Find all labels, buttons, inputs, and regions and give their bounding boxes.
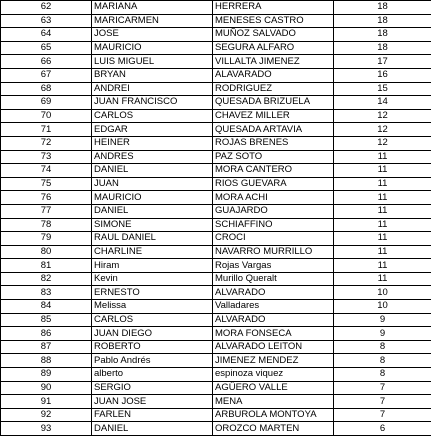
last-name-cell[interactable]: ALAVARADO bbox=[213, 68, 334, 82]
table-row bbox=[1, 368, 431, 382]
table-row bbox=[1, 218, 431, 232]
first-name-cell[interactable]: Melissa bbox=[92, 300, 213, 314]
table-row bbox=[1, 109, 431, 123]
row-number-cell[interactable]: 67 bbox=[1, 68, 92, 82]
row-number-cell[interactable]: 92 bbox=[1, 408, 92, 422]
score-cell[interactable]: 11 bbox=[334, 218, 431, 232]
first-name-cell[interactable]: JUAN bbox=[92, 177, 213, 191]
score-cell[interactable]: 9 bbox=[334, 327, 431, 341]
row-number-cell[interactable]: 89 bbox=[1, 368, 92, 382]
score-cell[interactable]: 16 bbox=[334, 68, 431, 82]
table-row bbox=[1, 286, 431, 300]
table-row bbox=[1, 68, 431, 82]
score-cell[interactable]: 18 bbox=[334, 41, 431, 55]
row-number-cell[interactable]: 68 bbox=[1, 82, 92, 96]
table-row bbox=[1, 14, 431, 28]
first-name-cell[interactable]: Hiram bbox=[92, 259, 213, 273]
last-name-cell[interactable]: OROZCO MARTEN bbox=[213, 422, 334, 436]
table-row bbox=[1, 28, 431, 42]
row-number-cell[interactable]: 63 bbox=[1, 14, 92, 28]
score-cell[interactable]: 15 bbox=[334, 82, 431, 96]
score-cell[interactable]: 14 bbox=[334, 96, 431, 110]
first-name-cell[interactable]: SIMONE bbox=[92, 218, 213, 232]
first-name-cell[interactable]: FARLEN bbox=[92, 408, 213, 422]
first-name-cell[interactable]: DANIEL bbox=[92, 164, 213, 178]
table-row bbox=[1, 82, 431, 96]
table-row bbox=[1, 204, 431, 218]
row-number-cell[interactable]: 81 bbox=[1, 259, 92, 273]
table-row bbox=[1, 136, 431, 150]
score-cell[interactable]: 11 bbox=[334, 245, 431, 259]
last-name-cell[interactable]: HERRERA bbox=[213, 1, 334, 15]
first-name-cell[interactable]: DANIEL bbox=[92, 204, 213, 218]
first-name-cell[interactable]: ROBERTO bbox=[92, 340, 213, 354]
last-name-cell[interactable]: espinoza viquez bbox=[213, 368, 334, 382]
row-number-cell[interactable]: 79 bbox=[1, 232, 92, 246]
first-name-cell[interactable]: ANDREI bbox=[92, 82, 213, 96]
last-name-cell[interactable]: SEGURA ALFARO bbox=[213, 41, 334, 55]
score-cell[interactable]: 12 bbox=[334, 109, 431, 123]
last-name-cell[interactable]: AGÜERO VALLE bbox=[213, 381, 334, 395]
first-name-cell[interactable]: ANDRES bbox=[92, 150, 213, 164]
row-number-cell[interactable]: 70 bbox=[1, 109, 92, 123]
last-name-cell[interactable]: ARBUROLA MONTOYA bbox=[213, 408, 334, 422]
last-name-cell[interactable]: MUÑOZ SALVADO bbox=[213, 28, 334, 42]
first-name-cell[interactable]: HEINER bbox=[92, 136, 213, 150]
row-number-cell[interactable]: 62 bbox=[1, 1, 92, 15]
table-row bbox=[1, 313, 431, 327]
table-row bbox=[1, 41, 431, 55]
last-name-cell[interactable]: QUESADA ARTAVIA bbox=[213, 123, 334, 137]
table-row bbox=[1, 150, 431, 164]
row-number-cell[interactable]: 65 bbox=[1, 41, 92, 55]
score-cell[interactable]: 11 bbox=[334, 204, 431, 218]
table-row bbox=[1, 300, 431, 314]
row-number-cell[interactable]: 80 bbox=[1, 245, 92, 259]
table-row bbox=[1, 259, 431, 273]
row-number-cell[interactable]: 85 bbox=[1, 313, 92, 327]
last-name-cell[interactable]: ALVARADO bbox=[213, 286, 334, 300]
last-name-cell[interactable]: CROCI bbox=[213, 232, 334, 246]
score-cell[interactable]: 11 bbox=[334, 191, 431, 205]
first-name-cell[interactable]: Pablo Andrés bbox=[92, 354, 213, 368]
last-name-cell[interactable]: ALVARADO LEITON bbox=[213, 340, 334, 354]
score-cell[interactable]: 11 bbox=[334, 150, 431, 164]
table-row bbox=[1, 408, 431, 422]
table-row bbox=[1, 395, 431, 409]
first-name-cell[interactable]: CHARLINE bbox=[92, 245, 213, 259]
table-row bbox=[1, 177, 431, 191]
table-row bbox=[1, 232, 431, 246]
first-name-cell[interactable]: LUIS MIGUEL bbox=[92, 55, 213, 69]
first-name-cell[interactable]: MAURICIO bbox=[92, 191, 213, 205]
last-name-cell[interactable]: MENESES CASTRO bbox=[213, 14, 334, 28]
score-cell[interactable]: 7 bbox=[334, 408, 431, 422]
first-name-cell[interactable]: MARICARMEN bbox=[92, 14, 213, 28]
row-number-cell[interactable]: 86 bbox=[1, 327, 92, 341]
table-row bbox=[1, 164, 431, 178]
first-name-cell[interactable]: JOSE bbox=[92, 28, 213, 42]
table-row bbox=[1, 381, 431, 395]
last-name-cell[interactable]: MORA ACHI bbox=[213, 191, 334, 205]
row-number-cell[interactable]: 84 bbox=[1, 300, 92, 314]
row-number-cell[interactable]: 78 bbox=[1, 218, 92, 232]
score-cell[interactable]: 10 bbox=[334, 300, 431, 314]
first-name-cell[interactable]: CARLOS bbox=[92, 109, 213, 123]
first-name-cell[interactable]: JUAN JOSE bbox=[92, 395, 213, 409]
last-name-cell[interactable]: GUAJARDO bbox=[213, 204, 334, 218]
table-row bbox=[1, 327, 431, 341]
score-cell[interactable]: 18 bbox=[334, 1, 431, 15]
table-row bbox=[1, 1, 431, 15]
row-number-cell[interactable]: 93 bbox=[1, 422, 92, 436]
score-cell[interactable]: 18 bbox=[334, 14, 431, 28]
score-cell[interactable]: 10 bbox=[334, 286, 431, 300]
score-cell[interactable]: 11 bbox=[334, 164, 431, 178]
row-number-cell[interactable]: 73 bbox=[1, 150, 92, 164]
first-name-cell[interactable]: RAUL DANIEL bbox=[92, 232, 213, 246]
last-name-cell[interactable]: RODRIGUEZ bbox=[213, 82, 334, 96]
last-name-cell[interactable]: JIMENEZ MENDEZ bbox=[213, 354, 334, 368]
first-name-cell[interactable]: JUAN DIEGO bbox=[92, 327, 213, 341]
table-row bbox=[1, 96, 431, 110]
score-cell[interactable]: 11 bbox=[334, 259, 431, 273]
first-name-cell[interactable]: ERNESTO bbox=[92, 286, 213, 300]
last-name-cell[interactable]: MORA FONSECA bbox=[213, 327, 334, 341]
score-cell[interactable]: 11 bbox=[334, 177, 431, 191]
first-name-cell[interactable]: alberto bbox=[92, 368, 213, 382]
row-number-cell[interactable]: 83 bbox=[1, 286, 92, 300]
first-name-cell[interactable]: Kevin bbox=[92, 272, 213, 286]
row-number-cell[interactable]: 90 bbox=[1, 381, 92, 395]
score-cell[interactable]: 18 bbox=[334, 28, 431, 42]
row-number-cell[interactable]: 64 bbox=[1, 28, 92, 42]
row-number-cell[interactable]: 76 bbox=[1, 191, 92, 205]
last-name-cell[interactable]: Rojas Vargas bbox=[213, 259, 334, 273]
row-number-cell[interactable]: 72 bbox=[1, 136, 92, 150]
table-row bbox=[1, 272, 431, 286]
first-name-cell[interactable]: CARLOS bbox=[92, 313, 213, 327]
table-row bbox=[1, 340, 431, 354]
row-number-cell[interactable]: 69 bbox=[1, 96, 92, 110]
row-number-cell[interactable]: 82 bbox=[1, 272, 92, 286]
score-cell[interactable]: 12 bbox=[334, 136, 431, 150]
last-name-cell[interactable]: CHAVEZ MILLER bbox=[213, 109, 334, 123]
row-number-cell[interactable]: 88 bbox=[1, 354, 92, 368]
last-name-cell[interactable]: MORA CANTERO bbox=[213, 164, 334, 178]
table-row bbox=[1, 245, 431, 259]
last-name-cell[interactable]: VILLALTA JIMENEZ bbox=[213, 55, 334, 69]
first-name-cell[interactable]: BRYAN bbox=[92, 68, 213, 82]
score-cell[interactable]: 9 bbox=[334, 313, 431, 327]
score-cell[interactable]: 6 bbox=[334, 422, 431, 436]
score-cell[interactable]: 8 bbox=[334, 368, 431, 382]
first-name-cell[interactable]: MARIANA bbox=[92, 1, 213, 15]
spreadsheet-body bbox=[1, 1, 431, 436]
first-name-cell[interactable]: DANIEL bbox=[92, 422, 213, 436]
row-number-cell[interactable]: 66 bbox=[1, 55, 92, 69]
table-row bbox=[1, 422, 431, 436]
last-name-cell[interactable]: ALVARADO bbox=[213, 313, 334, 327]
last-name-cell[interactable]: Murillo Queralt bbox=[213, 272, 334, 286]
table-row bbox=[1, 123, 431, 137]
row-number-cell[interactable]: 87 bbox=[1, 340, 92, 354]
table-row bbox=[1, 55, 431, 69]
score-cell[interactable]: 11 bbox=[334, 232, 431, 246]
row-number-cell[interactable]: 71 bbox=[1, 123, 92, 137]
score-cell[interactable]: 11 bbox=[334, 272, 431, 286]
score-cell[interactable]: 12 bbox=[334, 123, 431, 137]
score-cell[interactable]: 7 bbox=[334, 395, 431, 409]
score-cell[interactable]: 8 bbox=[334, 354, 431, 368]
row-number-cell[interactable]: 91 bbox=[1, 395, 92, 409]
score-cell[interactable]: 8 bbox=[334, 340, 431, 354]
first-name-cell[interactable]: JUAN FRANCISCO bbox=[92, 96, 213, 110]
last-name-cell[interactable]: MENA bbox=[213, 395, 334, 409]
score-cell[interactable]: 17 bbox=[334, 55, 431, 69]
last-name-cell[interactable]: RIOS GUEVARA bbox=[213, 177, 334, 191]
score-cell[interactable]: 7 bbox=[334, 381, 431, 395]
first-name-cell[interactable]: EDGAR bbox=[92, 123, 213, 137]
table-row bbox=[1, 191, 431, 205]
row-number-cell[interactable]: 77 bbox=[1, 204, 92, 218]
last-name-cell[interactable]: PAZ SOTO bbox=[213, 150, 334, 164]
last-name-cell[interactable]: NAVARRO MURRILLO bbox=[213, 245, 334, 259]
last-name-cell[interactable]: SCHIAFFINO bbox=[213, 218, 334, 232]
first-name-cell[interactable]: MAURICIO bbox=[92, 41, 213, 55]
last-name-cell[interactable]: QUESADA BRIZUELA bbox=[213, 96, 334, 110]
last-name-cell[interactable]: Valladares bbox=[213, 300, 334, 314]
last-name-cell[interactable]: ROJAS BRENES bbox=[213, 136, 334, 150]
table-row bbox=[1, 354, 431, 368]
row-number-cell[interactable]: 75 bbox=[1, 177, 92, 191]
row-number-cell[interactable]: 74 bbox=[1, 164, 92, 178]
first-name-cell[interactable]: SERGIO bbox=[92, 381, 213, 395]
